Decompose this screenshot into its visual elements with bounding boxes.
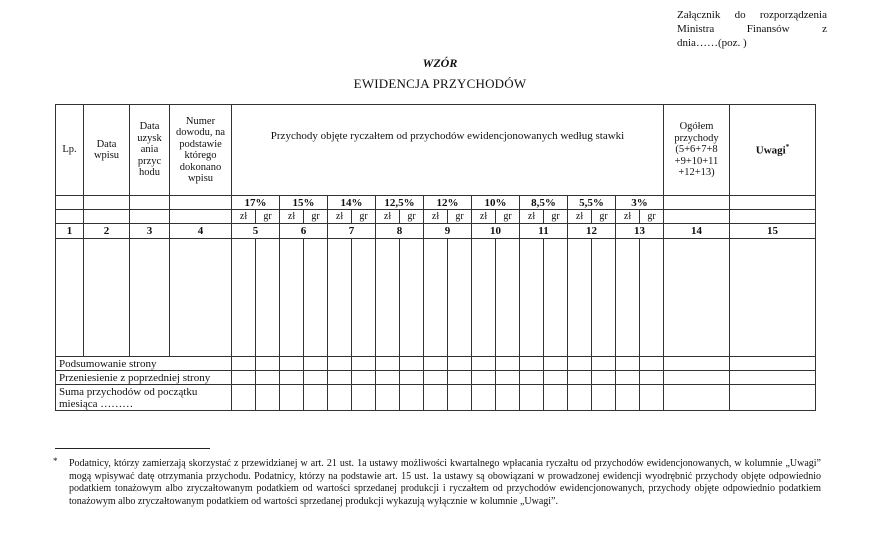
- header-lp: Lp.: [56, 105, 84, 196]
- entry-cell[interactable]: [496, 239, 520, 357]
- entry-cell[interactable]: [424, 239, 448, 357]
- entry-cell[interactable]: [400, 239, 424, 357]
- entry-cell[interactable]: [256, 239, 280, 357]
- entry-cell[interactable]: [568, 371, 592, 385]
- entry-cell[interactable]: [544, 371, 568, 385]
- annex-line-3: dnia……(poz. ): [677, 37, 747, 49]
- entry-cell[interactable]: [304, 239, 328, 357]
- column-number: 3: [130, 224, 170, 239]
- entry-cell[interactable]: [472, 385, 496, 411]
- summary-label: Podsumowanie strony: [56, 357, 232, 371]
- unit-gr-cell: gr: [448, 210, 472, 224]
- entry-cell[interactable]: [568, 239, 592, 357]
- entry-cell[interactable]: [376, 385, 400, 411]
- entry-cell[interactable]: [730, 357, 816, 371]
- empty-cell: [664, 196, 730, 210]
- rate-cell: 12%: [424, 196, 472, 210]
- unit-zl-cell: zł: [520, 210, 544, 224]
- entry-cell[interactable]: [592, 371, 616, 385]
- entry-cell[interactable]: [592, 239, 616, 357]
- entry-cell[interactable]: [352, 357, 376, 371]
- column-number: 10: [472, 224, 520, 239]
- entry-cell[interactable]: [568, 357, 592, 371]
- entry-cell[interactable]: [664, 371, 730, 385]
- column-number: 7: [328, 224, 376, 239]
- unit-zl-cell: zł: [472, 210, 496, 224]
- summary-label: Suma przychodów od początku miesiąca ………: [56, 385, 232, 411]
- unit-gr-cell: gr: [496, 210, 520, 224]
- rate-cell: 3%: [616, 196, 664, 210]
- entry-cell[interactable]: [544, 239, 568, 357]
- column-number: 12: [568, 224, 616, 239]
- column-number: 1: [56, 224, 84, 239]
- entry-cell[interactable]: [496, 371, 520, 385]
- header-numer-dowodu: Numer dowodu, na podstawie którego dokonano wpisu: [170, 105, 232, 196]
- entry-cell[interactable]: [730, 385, 816, 411]
- entry-cell[interactable]: [592, 357, 616, 371]
- empty-cell: [130, 210, 170, 224]
- unit-zl-cell: zł: [424, 210, 448, 224]
- entry-cell[interactable]: [376, 239, 400, 357]
- entry-cell[interactable]: [520, 371, 544, 385]
- entry-cell[interactable]: [496, 357, 520, 371]
- annex-line-2: Ministra Finansów z: [677, 23, 827, 35]
- rate-cell: 10%: [472, 196, 520, 210]
- column-number: 15: [730, 224, 816, 239]
- unit-zl-cell: zł: [568, 210, 592, 224]
- entry-cell[interactable]: [616, 385, 640, 411]
- entry-cell[interactable]: [352, 239, 376, 357]
- column-number: 6: [280, 224, 328, 239]
- entry-cell[interactable]: [448, 371, 472, 385]
- column-number: 13: [616, 224, 664, 239]
- header-ogolem: Ogółem przychody (5+6+7+8 +9+10+11 +12+13): [664, 105, 730, 196]
- entry-cell[interactable]: [232, 385, 256, 411]
- entry-cell[interactable]: [448, 357, 472, 371]
- unit-gr-cell: gr: [592, 210, 616, 224]
- empty-cell: [664, 210, 730, 224]
- column-number: 2: [84, 224, 130, 239]
- entry-cell[interactable]: [472, 371, 496, 385]
- unit-zl-cell: zł: [328, 210, 352, 224]
- entry-cell[interactable]: [520, 385, 544, 411]
- income-register-table: [55, 104, 816, 411]
- entry-cell[interactable]: [130, 239, 170, 357]
- entry-cell[interactable]: [616, 357, 640, 371]
- entry-cell[interactable]: [640, 239, 664, 357]
- entry-cell[interactable]: [400, 371, 424, 385]
- unit-zl-cell: zł: [232, 210, 256, 224]
- entry-cell[interactable]: [616, 371, 640, 385]
- entry-cell[interactable]: [400, 357, 424, 371]
- entry-cell[interactable]: [328, 239, 352, 357]
- entry-cell[interactable]: [280, 371, 304, 385]
- entry-cell[interactable]: [280, 385, 304, 411]
- empty-cell: [170, 210, 232, 224]
- unit-zl-cell: zł: [616, 210, 640, 224]
- wzor-label: WZÓR: [422, 56, 458, 70]
- entry-cell[interactable]: [544, 357, 568, 371]
- entry-cell[interactable]: [304, 357, 328, 371]
- empty-cell: [84, 210, 130, 224]
- entry-cell[interactable]: [84, 239, 130, 357]
- entry-cell[interactable]: [400, 385, 424, 411]
- entry-cell[interactable]: [616, 239, 640, 357]
- entry-cell[interactable]: [664, 239, 730, 357]
- unit-zl-cell: zł: [280, 210, 304, 224]
- rate-cell: 14%: [328, 196, 376, 210]
- empty-cell: [130, 196, 170, 210]
- entry-cell[interactable]: [640, 371, 664, 385]
- unit-gr-cell: gr: [304, 210, 328, 224]
- unit-gr-cell: gr: [400, 210, 424, 224]
- column-number: 11: [520, 224, 568, 239]
- entry-cell[interactable]: [280, 239, 304, 357]
- entry-cell[interactable]: [496, 385, 520, 411]
- entry-cell[interactable]: [520, 357, 544, 371]
- entry-cell[interactable]: [424, 371, 448, 385]
- column-number: 8: [376, 224, 424, 239]
- unit-gr-cell: gr: [352, 210, 376, 224]
- rate-cell: 8,5%: [520, 196, 568, 210]
- entry-cell[interactable]: [328, 371, 352, 385]
- entry-cell[interactable]: [232, 357, 256, 371]
- header-przychody: Przychody objęte ryczałtem od przychodów ewidencjonowanych według stawki: [232, 105, 664, 196]
- document-title: EWIDENCJA PRZYCHODÓW: [353, 76, 527, 91]
- header-data-uzyskania: Data uzysk ania przyc hodu: [130, 105, 170, 196]
- unit-gr-cell: gr: [544, 210, 568, 224]
- entry-cell[interactable]: [664, 357, 730, 371]
- entry-cell[interactable]: [376, 371, 400, 385]
- footnote-mark: *: [53, 456, 58, 466]
- rate-cell: 5,5%: [568, 196, 616, 210]
- column-number: 14: [664, 224, 730, 239]
- empty-cell: [730, 210, 816, 224]
- footnote-text: Podatnicy, którzy zamierzają skorzystać z przewidzianej w art. 21 ust. 1a ustawy możliwości kwartalnego wpłacania ryczałtu od przychodów ewidencjonowanych, w kolumnie „Uwagi” mogą wpisywać datę otrzymania przychodu. Podatnicy, którzy na podstawie art. 15 ust. 1a ustawy są obowiązani w prowadzonej ewidencji wyodrębnić przychody objęte odpowiednio podatkiem tonażowym albo zryczałtowanym podatkiem od wartości sprzedanej produkcji i ryczałtem od przychodów ewidencjonowanych, przychody objęte odpowiednio podatkiem tonażowym albo zryczałtowanym podatkiem od wartości sprzedanej produkcji wykazują wyłącznie w kolumnie „Uwagi”.: [69, 458, 821, 507]
- entry-cell[interactable]: [424, 357, 448, 371]
- entry-cell[interactable]: [352, 385, 376, 411]
- entry-cell[interactable]: [730, 371, 816, 385]
- rate-cell: 17%: [232, 196, 280, 210]
- entry-cell[interactable]: [304, 371, 328, 385]
- entry-cell[interactable]: [640, 357, 664, 371]
- entry-cell[interactable]: [520, 239, 544, 357]
- empty-cell: [730, 196, 816, 210]
- empty-cell: [56, 196, 84, 210]
- empty-cell: [56, 210, 84, 224]
- entry-cell[interactable]: [730, 239, 816, 357]
- column-number: 5: [232, 224, 280, 239]
- header-uwagi-label: Uwagi: [755, 145, 786, 158]
- rate-cell: 12,5%: [376, 196, 424, 210]
- entry-cell[interactable]: [424, 385, 448, 411]
- entry-cell[interactable]: [376, 357, 400, 371]
- annex-line-1: Załącznik do rozporządzenia: [677, 9, 827, 21]
- unit-gr-cell: gr: [256, 210, 280, 224]
- entry-cell[interactable]: [256, 371, 280, 385]
- empty-cell: [170, 196, 232, 210]
- annex-note: [677, 8, 827, 50]
- rate-cell: 15%: [280, 196, 328, 210]
- entry-cell[interactable]: [256, 385, 280, 411]
- summary-label: Przeniesienie z poprzedniej strony: [56, 371, 232, 385]
- entry-cell[interactable]: [328, 385, 352, 411]
- entry-cell[interactable]: [232, 371, 256, 385]
- entry-cell[interactable]: [256, 357, 280, 371]
- entry-cell[interactable]: [352, 371, 376, 385]
- column-number: 4: [170, 224, 232, 239]
- entry-cell[interactable]: [170, 239, 232, 357]
- entry-cell[interactable]: [448, 385, 472, 411]
- entry-cell[interactable]: [640, 385, 664, 411]
- unit-gr-cell: gr: [640, 210, 664, 224]
- footnote-separator: [55, 448, 210, 449]
- header-data-wpisu: Data wpisu: [84, 105, 130, 196]
- column-number: 9: [424, 224, 472, 239]
- entry-cell[interactable]: [304, 385, 328, 411]
- header-uwagi: [730, 105, 816, 196]
- entry-cell[interactable]: [472, 357, 496, 371]
- entry-cell[interactable]: [664, 385, 730, 411]
- entry-cell[interactable]: [328, 357, 352, 371]
- entry-cell[interactable]: [280, 357, 304, 371]
- entry-cell[interactable]: [448, 239, 472, 357]
- unit-zl-cell: zł: [376, 210, 400, 224]
- entry-cell[interactable]: [568, 385, 592, 411]
- entry-cell[interactable]: [472, 239, 496, 357]
- entry-cell[interactable]: [232, 239, 256, 357]
- entry-cell[interactable]: [56, 239, 84, 357]
- entry-cell[interactable]: [592, 385, 616, 411]
- empty-cell: [84, 196, 130, 210]
- entry-cell[interactable]: [544, 385, 568, 411]
- header-uwagi-mark: *: [785, 143, 790, 152]
